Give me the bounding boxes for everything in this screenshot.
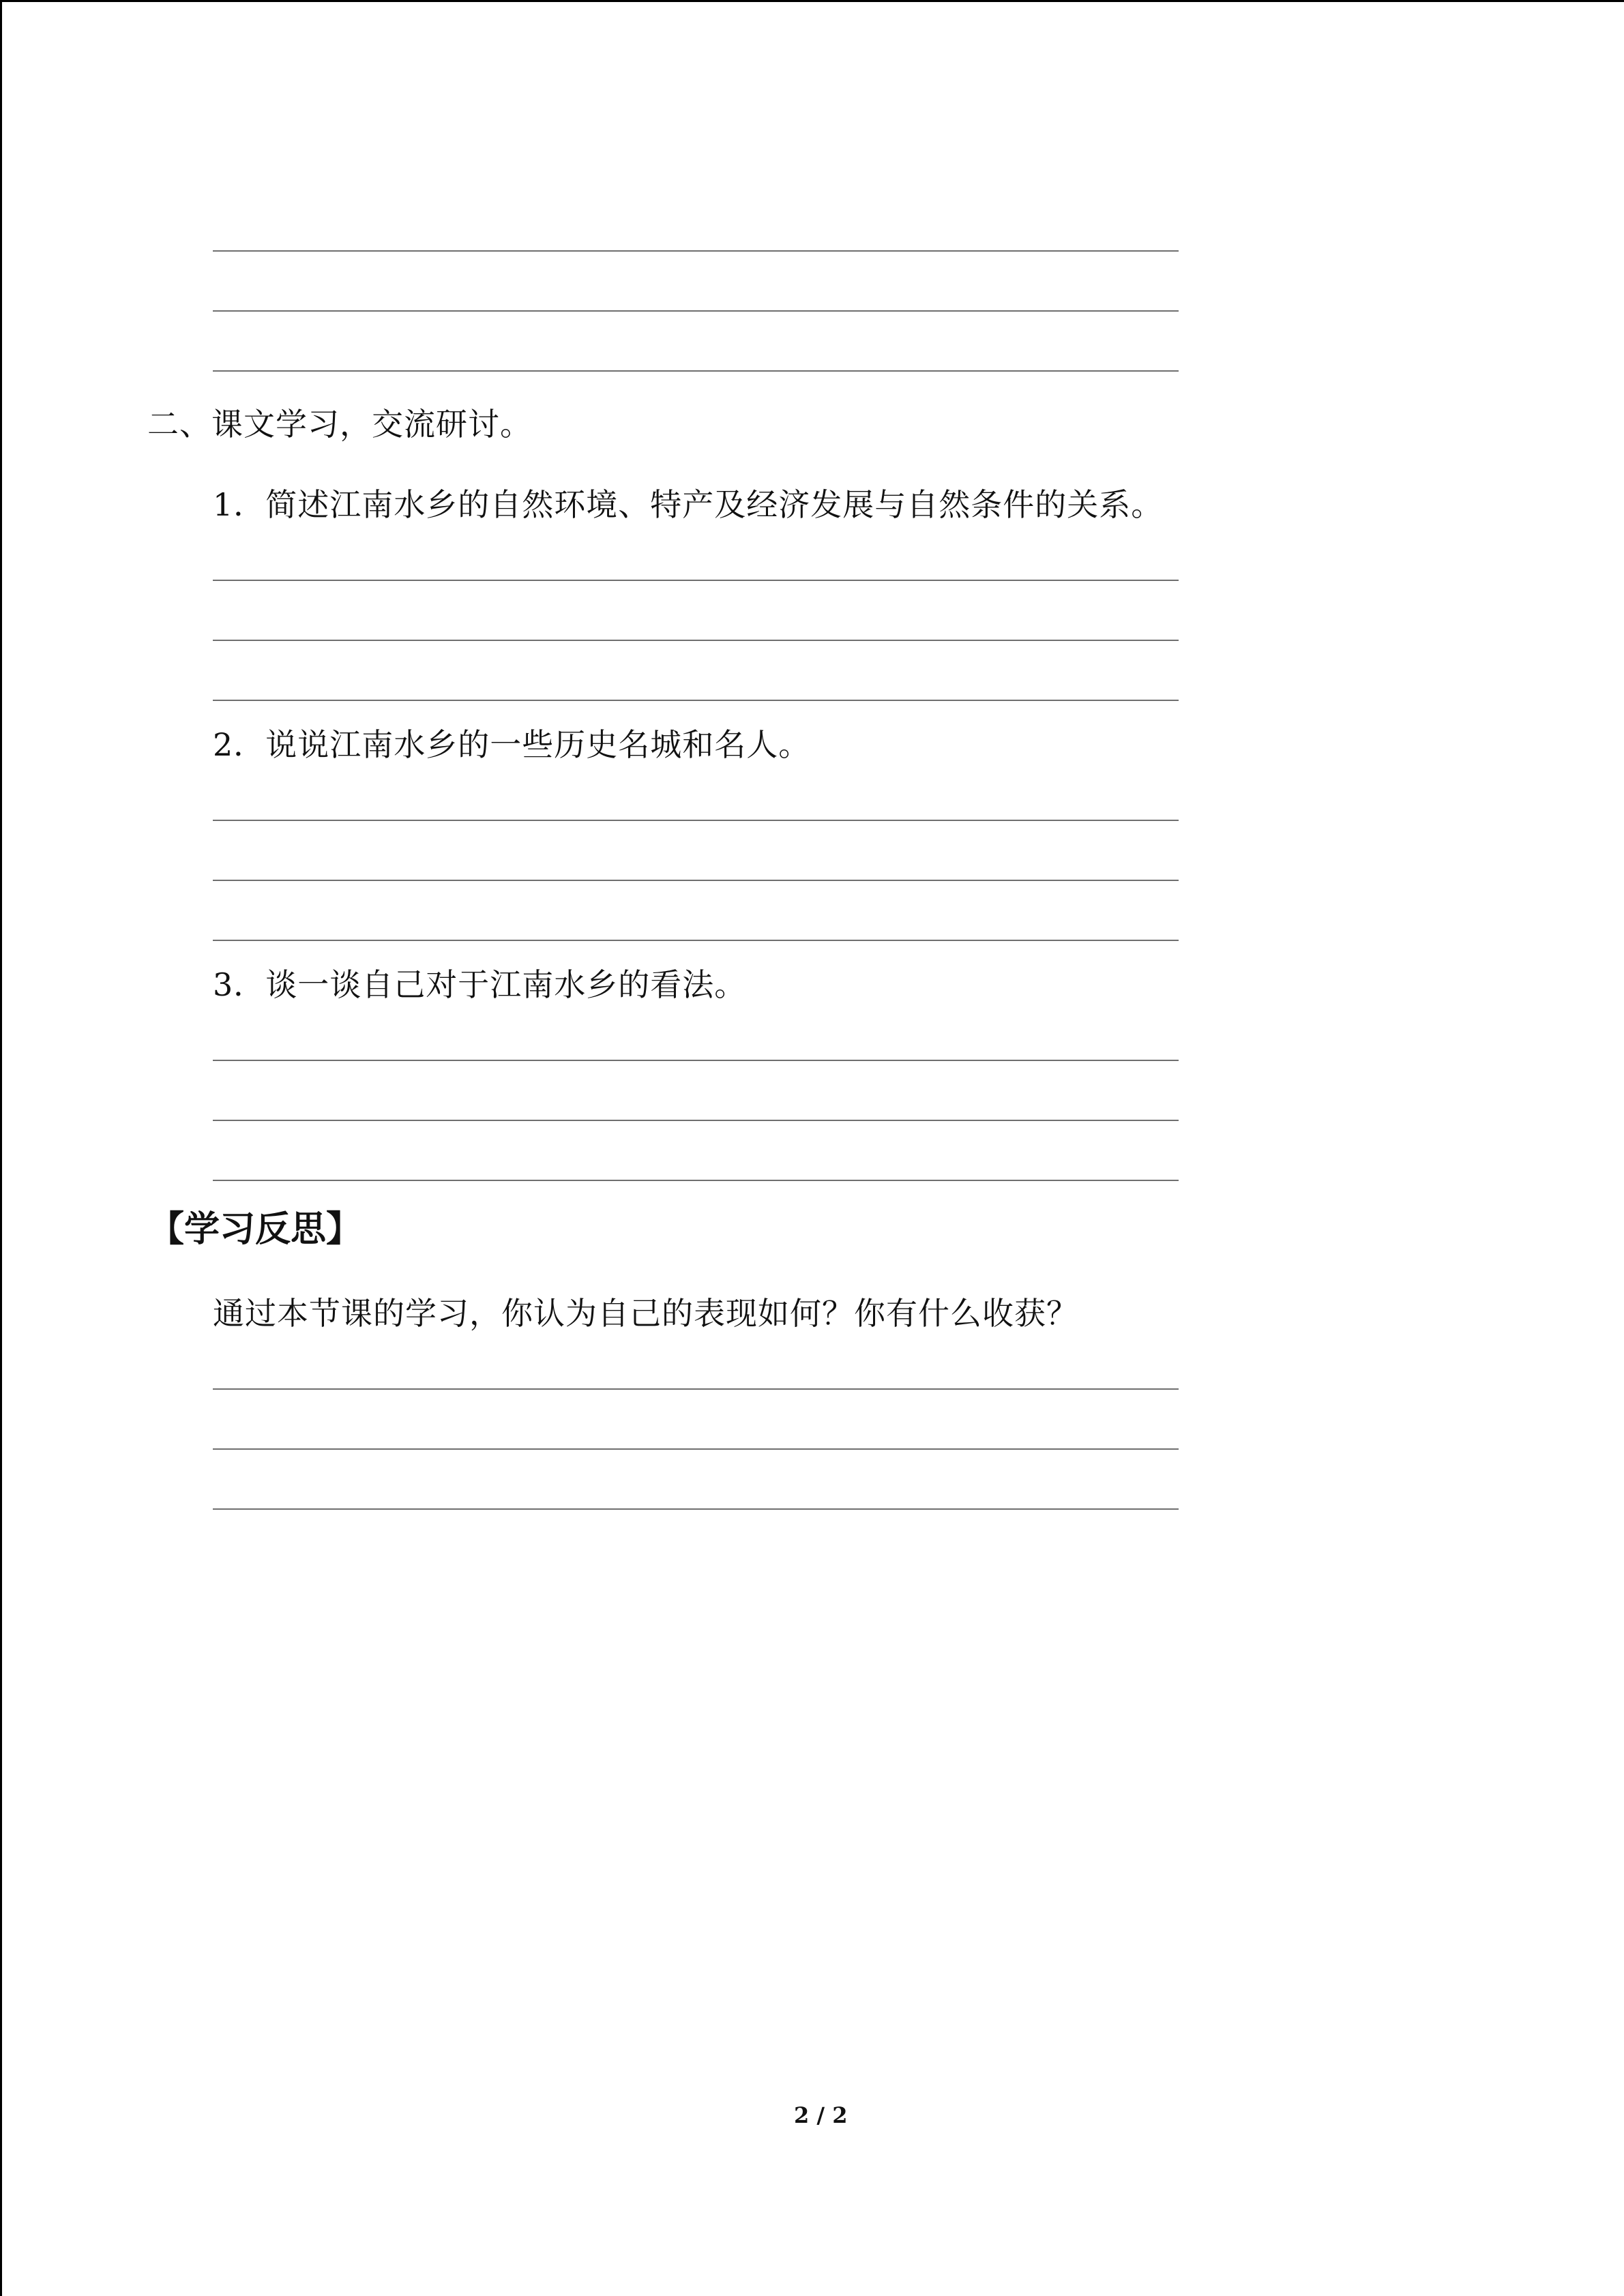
question-1: 1．简述江南水乡的自然环境、特产及经济发展与自然条件的关系。 <box>213 486 1164 523</box>
page-border-left <box>0 0 2 2296</box>
answer-line[interactable] <box>213 820 1179 821</box>
answer-line[interactable] <box>213 310 1179 312</box>
question-3: 3．谈一谈自己对于江南水乡的看法。 <box>213 966 747 1003</box>
page-number: 2 / 2 <box>794 2102 848 2128</box>
answer-line[interactable] <box>213 1388 1179 1390</box>
section-heading: 二、课文学习，交流研讨。 <box>147 406 532 443</box>
answer-line[interactable] <box>213 880 1179 881</box>
answer-line[interactable] <box>213 940 1179 941</box>
answer-line[interactable] <box>213 580 1179 581</box>
question-2: 2．说说江南水乡的一些历史名城和名人。 <box>213 726 811 763</box>
answer-line[interactable] <box>213 370 1179 372</box>
answer-line[interactable] <box>213 700 1179 701</box>
answer-line[interactable] <box>213 1448 1179 1450</box>
answer-line[interactable] <box>213 1180 1179 1181</box>
page-border-top <box>0 0 1624 2</box>
reflection-heading: 【学习反思】 <box>149 1209 362 1250</box>
answer-line[interactable] <box>213 1060 1179 1061</box>
answer-line[interactable] <box>213 1120 1179 1121</box>
answer-line[interactable] <box>213 250 1179 252</box>
reflection-prompt: 通过本节课的学习，你认为自己的表现如何？你有什么收获？ <box>213 1295 1078 1332</box>
answer-line[interactable] <box>213 1508 1179 1510</box>
answer-line[interactable] <box>213 640 1179 641</box>
